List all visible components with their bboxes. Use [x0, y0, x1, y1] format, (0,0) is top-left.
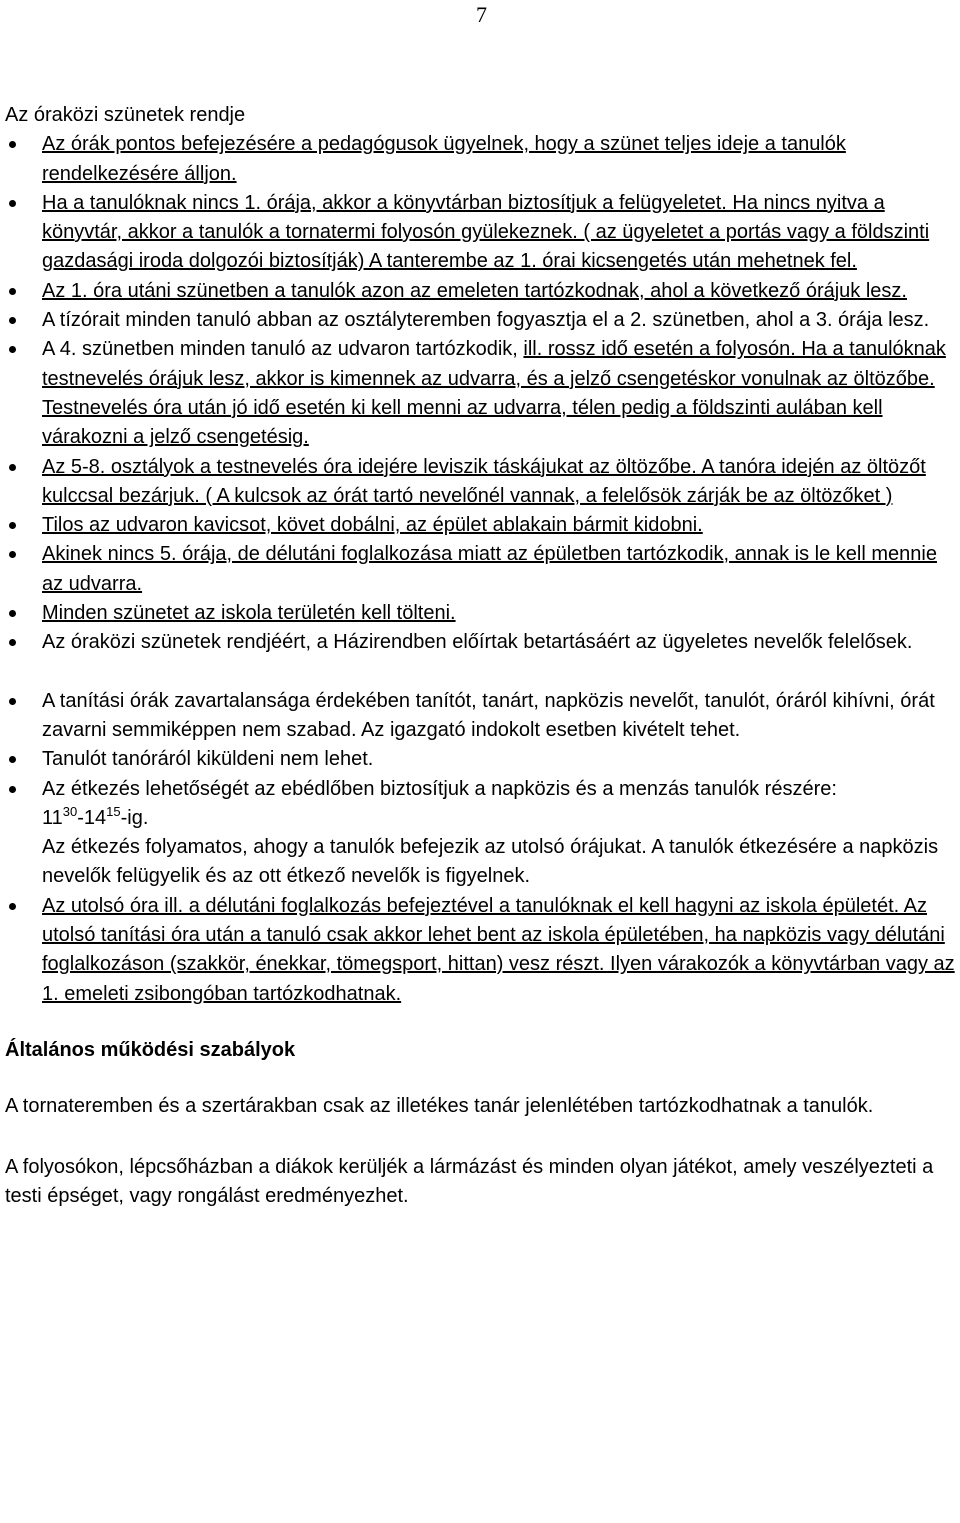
list-item: A tízórait minden tanuló abban az osztályteremben fogyasztja el a 2. szünetben, ahol a 3. órája lesz.	[5, 306, 960, 335]
list-item: Az utolsó óra ill. a délutáni foglalkozás befejeztével a tanulóknak el kell hagyni az iskola épületét. Az utolsó tanítási óra után a tanuló csak akkor lehet bent az iskola épületében, ha napközis vagy délutáni foglalkozáson (szakkör, énekkar, tömegsport, hittan) vesz részt. Ilyen várakozók a könyvtárban vagy az 1. emeleti zsibongóban tartózkodhatnak.	[5, 892, 960, 1009]
list-item: Az 1. óra utáni szünetben a tanulók azon az emeleten tartózkodnak, ahol a következő órájuk lesz.	[5, 277, 960, 306]
list-item: Tilos az udvaron kavicsot, követ dobálni, az épület ablakain bármit kidobni.	[5, 511, 960, 540]
break-rules-list	[5, 130, 960, 657]
list-item: A tanítási órák zavartalansága érdekében tanítót, tanárt, napközis nevelőt, tanulót, óráról kihívni, órát zavarni semmiképpen nem szabad. Az igazgató indokolt esetben kivételt tehet.	[5, 687, 960, 746]
list-item: Az étkezés lehetőségét az ebédlőben biztosítjuk a napközis és a menzás tanulók részére: $11^{30}-14^{15}-ig$. Az étkezés folyamatos, ahogy a tanulók befejezik az utolsó órájukat. A tanulók étkezésére a napközis nevelők felügyelik és az ott étkező nevelők is figyelnek.	[5, 775, 960, 892]
page-number: 7	[476, 2, 487, 27]
list-item: Ha a tanulóknak nincs 1. órája, akkor a könyvtárban biztosítjuk a felügyeletet. Ha nincs nyitva a könyvtár, akkor a tanulók a tornatermi folyosón gyülekeznek. ( az ügyeletet a portás vagy a földszinti gazdasági iroda dolgozói biztosítják) A tanterembe az 1. órai kicsengetés után mehetnek fel.	[5, 189, 960, 277]
list-item: Tanulót tanóráról kiküldeni nem lehet.	[5, 745, 960, 774]
paragraph-corridor: A folyosókon, lépcsőházban a diákok kerüljék a lármázást és minden olyan játékot, amely veszélyezteti a testi épséget, vagy rongálást eredményezhet.	[5, 1155, 934, 1207]
section-heading-general: Általános működési szabályok	[5, 1038, 296, 1061]
section-title-breaks: Az óraközi szünetek rendje	[5, 104, 246, 126]
list-item: A 4. szünetben minden tanuló az udvaron tartózkodik, ill. rossz idő esetén a folyosón. Ha a tanulóknak testnevelés órájuk lesz, akkor is kimennek az udvarra, és a jelző csengetéskor vonulnak az öltözőbe. Testnevelés óra után jó idő esetén ki kell menni az udvarra, télen pedig a földszinti aulában kell várakozni a jelző csengetésig.	[5, 335, 960, 452]
list-item: Az óraközi szünetek rendjéért, a Házirendben előírtak betartásáért az ügyeletes nevelők felelősek.	[5, 628, 960, 657]
meal-time: $11^{30}-14^{15}-ig$.	[42, 803, 149, 829]
list-item: Akinek nincs 5. órája, de délutáni foglalkozása miatt az épületben tartózkodik, annak is le kell mennie az udvarra.	[5, 540, 960, 599]
document-body	[5, 101, 960, 1211]
paragraph-gym: A tornateremben és a szertárakban csak az illetékes tanár jelenlétében tartózkodhatnak a tanulók.	[5, 1095, 874, 1118]
general-rules-list	[5, 687, 960, 1009]
list-item: Az órák pontos befejezésére a pedagógusok ügyelnek, hogy a szünet teljes ideje a tanulók rendelkezésére álljon.	[5, 130, 960, 189]
list-item: Minden szünetet az iskola területén kell tölteni.	[5, 599, 960, 628]
list-item: Az 5-8. osztályok a testnevelés óra idejére leviszik táskájukat az öltözőbe. A tanóra idején az öltözőt kulccsal bezárjuk. ( A kulcsok az órát tartó nevelőnél vannak, a felelősök zárják be az öltözőket )	[5, 453, 960, 512]
